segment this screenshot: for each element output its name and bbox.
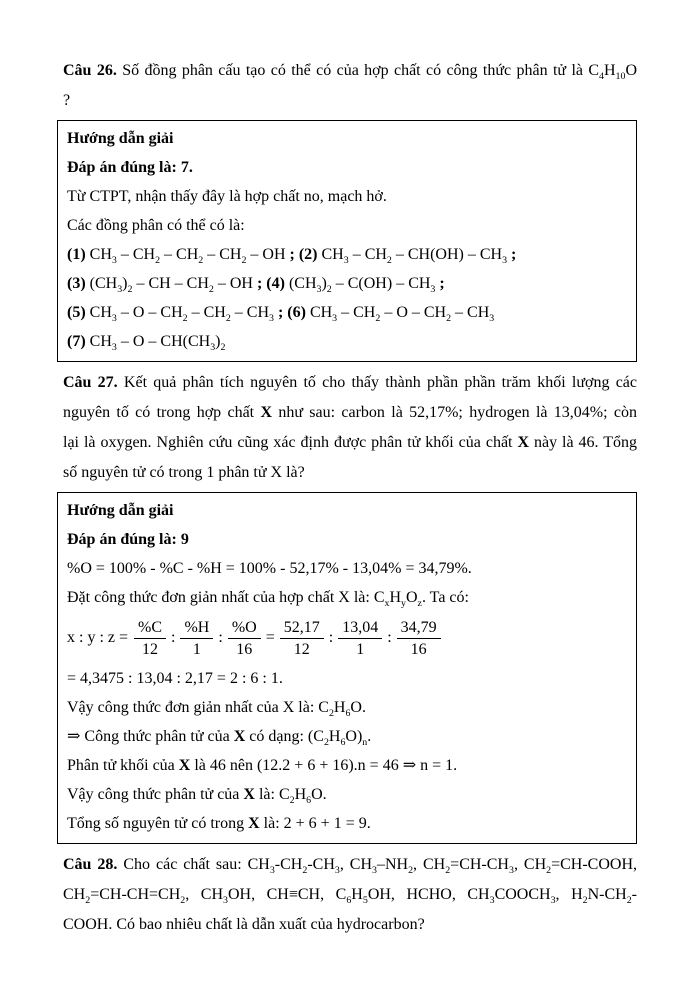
fraction-numerator: %O [228,617,261,639]
text-line: $CH_2=CH-CH=CH_2$, $CH_3OH$, CH≡CH, $C_6H_5OH$, HCHO, $CH_3COOCH_3$, $H_2N-CH_2-$ [63,886,637,907]
text-line: số nguyên tử có trong 1 phân tử X là? [63,464,305,481]
text-line: Câu 26. Số đồng phân cấu tạo có thể có của hợp chất có công thức phân tử là $C_4H_{10}O$ [63,62,638,83]
text-line: Vậy công thức đơn giản nhất của X là: $C_2H_6O$. [67,699,366,720]
answer-line: Đáp án đúng là: 9 [67,531,189,548]
text-line: Phân tử khối của X là 46 nên (12.2 + 6 + 16).n = 46 ⇒ n = 1. [67,757,458,774]
text-line: Tổng số nguyên tử có trong X là: 2 + 6 + 1 = 9. [67,815,371,832]
isomer-line: (5) $CH_3$ – O – $CH_2 - CH_2 - CH_3$ ; (6) $CH_3 - CH_2$ – O – $CH_2 - CH_3$ [67,304,495,325]
solution-heading: Hướng dẫn giải [67,130,174,147]
fraction-denominator: 12 [293,640,310,658]
text-line: COOH. Có bao nhiêu chất là dẫn xuất của hydrocarbon? [63,916,425,933]
fraction-separator: : [218,629,223,646]
isomer-line: (3) $(CH_3)_2$ – CH – $CH_2$ – OH ; (4) $(CH_3)_2 - C(OH) - CH_3$ ; [67,275,445,296]
solution-heading: Hướng dẫn giải [67,502,174,519]
fraction-separator: : [387,629,392,646]
solution-box-26 [57,120,637,362]
question-27-paragraph [63,368,637,488]
text-line: Từ CTPT, nhận thấy đây là hợp chất no, mạch hở. [67,188,387,205]
fraction-denominator: 1 [356,640,365,658]
text-line: %O = 100% - %C - %H = 100% - 52,17% - 13,04% = 34,79%. [67,560,472,577]
fraction-denominator: 12 [142,640,159,658]
fraction [180,617,213,660]
fraction-numerator: %C [134,617,166,639]
fraction-separator: : [171,629,176,646]
text-line: ? [63,92,71,109]
fraction-numerator: 52,17 [280,617,324,639]
isomer-line: (1) $CH_3 - CH_2 - CH_2 - CH_2$ – OH ; (2) $CH_3 - CH_2 - CH(OH) - CH_3$ ; [67,246,517,267]
fraction [338,617,382,660]
text-line: Các đồng phân có thể có là: [67,217,245,234]
text-line: ⇒ Công thức phân tử của X có dạng: $(C_2H_6O)_n$. [67,728,372,749]
fraction-denominator: 1 [192,640,201,658]
formula-ratio-line [67,612,627,664]
fraction [397,617,441,660]
fraction-numerator: 13,04 [338,617,382,639]
isomer-line: (7) $CH_3$ – O – $CH(CH_3)_2$ [67,333,226,354]
fraction [228,617,261,660]
fraction-separator: : [328,629,334,646]
question-26-paragraph [63,56,637,116]
text-line: Đặt công thức đơn giản nhất của hợp chất X là: $C_xH_yO_z$. Ta có: [67,589,469,610]
text-line: Vậy công thức phân tử của X là: $C_2H_6O$. [67,786,327,807]
fraction-numerator: %H [180,617,213,639]
text-line: Câu 28. Cho các chất sau: $CH_3-CH_2-CH_3$, $CH_3-NH_2$, $CH_2=CH-CH_3$, $CH_2=CH$-COOH, [63,856,637,877]
question-28-paragraph [63,850,637,940]
fraction-denominator: 16 [236,640,253,658]
fraction-separator: = [265,629,275,646]
fraction-numerator: 34,79 [397,617,441,639]
text-line: Câu 27. Kết quả phân tích nguyên tố cho thấy thành phần phần trăm khối lượng các [63,374,638,391]
text-line: = 4,3475 : 13,04 : 2,17 = 2 : 6 : 1. [67,670,283,687]
fraction-denominator: 16 [410,640,427,658]
answer-line: Đáp án đúng là: 7. [67,159,193,176]
ratio-prefix: x : y : z = [67,629,129,646]
solution-box-27 [57,492,637,844]
fraction [280,617,324,660]
fraction [134,617,166,660]
text-line: nguyên tố có trong hợp chất X như sau: carbon là 52,17%; hydrogen là 13,04%; còn [63,404,637,421]
text-line: lại là oxygen. Nghiên cứu cũng xác định được phân tử khối của chất X này là 46. Tổng [63,434,638,451]
